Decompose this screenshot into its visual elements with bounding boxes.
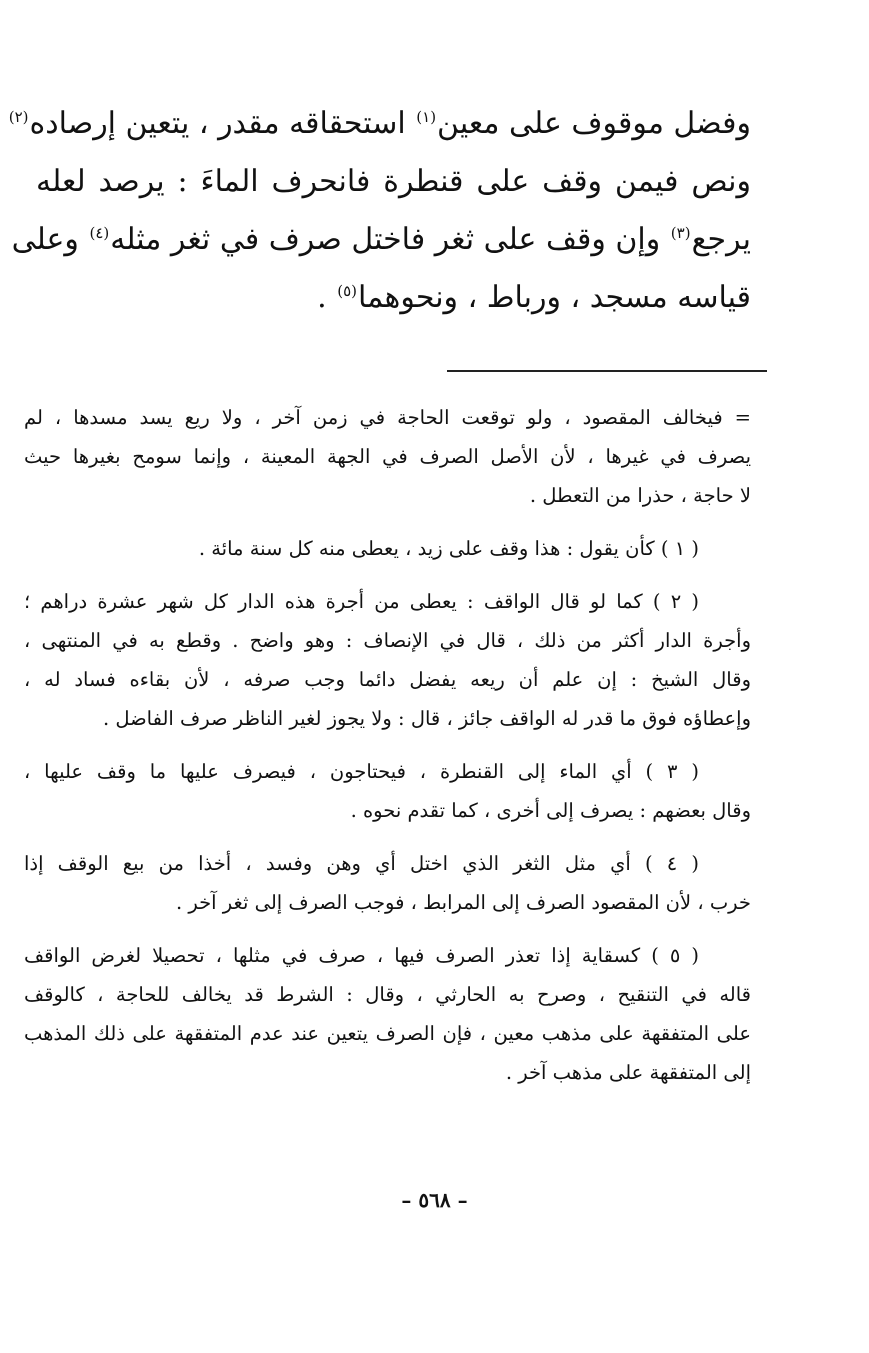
footnote-marker-4: (٤) <box>89 224 110 242</box>
footnote-marker-3: (٣) <box>670 224 691 242</box>
footnote-4 <box>24 844 751 922</box>
main-text-segment: يرجع <box>691 222 751 257</box>
footnote-line: على المتفقهة على مذهب معين ، فإن الصرف يتعين عند عدم المتفقهة على ذلك المذهب <box>24 1022 751 1045</box>
footnote-line: ( ١ ) كأن يقول : هذا وقف على زيد ، يعطى منه كل سنة مائة . <box>198 537 699 560</box>
page-number: – ٥٦٨ – <box>401 1188 468 1212</box>
footnote-marker-1: (١) <box>416 108 437 126</box>
footnote-line: خرب ، لأن المقصود الصرف إلى المرابط ، فوجب الصرف إلى ثغر آخر . <box>175 891 751 914</box>
footnote-3 <box>24 752 751 830</box>
footnote-1 <box>24 529 751 568</box>
footnote-continuation <box>24 398 751 515</box>
main-text-segment: وفضل موقوف على معين <box>437 106 751 141</box>
main-text-segment: . <box>317 280 337 315</box>
main-line-2 <box>36 153 751 211</box>
footnote-line: لا حاجة ، حذرا من التعطل . <box>529 484 751 507</box>
footnote-line: ( ٢ ) كما لو قال الواقف : يعطى من أجرة هذه الدار كل شهر عشرة دراهم ؛ <box>24 590 700 613</box>
footnote-5 <box>24 936 751 1092</box>
footnote-line: ( ٣ ) أي الماء إلى القنطرة ، فيحتاجون ، فيصرف عليها ما وقف عليها ، <box>24 760 699 783</box>
main-line-4 <box>36 269 751 327</box>
footnote-line: يصرف في غيرها ، لأن الأصل الصرف في الجهة المعينة ، وإنما سومح بغيرها حيث <box>24 445 751 468</box>
footnote-marker-2: (٢) <box>8 108 29 126</box>
main-text-segment: وعلى <box>11 222 89 257</box>
main-text-segment: وإن وقف على ثغر فاختل صرف في ثغر مثله <box>110 222 670 257</box>
footnote-line: إلى المتفقهة على مذهب آخر . <box>505 1061 751 1084</box>
main-line-3 <box>11 211 751 269</box>
main-text-segment: قياسه مسجد ، ورباط ، ونحوهما <box>358 280 751 315</box>
footnote-line: وإعطاؤه فوق ما قدر له الواقف جائز ، قال : ولا يجوز لغير الناظر صرف الفاضل . <box>102 707 751 730</box>
main-text-segment: استحقاقه مقدر ، يتعين إرصاده <box>29 106 416 141</box>
footnote-line: وأجرة الدار أكثر من ذلك ، قال في الإنصاف : وهو واضح . وقطع به في المنتهى ، <box>24 629 751 652</box>
footnote-2 <box>24 582 751 738</box>
footnote-line: وقال الشيخ : إن علم أن ريعه يفضل دائما وجب صرفه ، لأن بقاءه فساد له ، <box>24 668 751 691</box>
main-text <box>8 95 751 327</box>
footnote-line: وقال بعضهم : يصرف إلى أخرى ، كما تقدم نحوه . <box>350 799 751 822</box>
footnote-line: ( ٤ ) أي مثل الثغر الذي اختل أي وهن وفسد ، أخذا من بيع الوقف إذا <box>24 852 699 875</box>
footnotes-section <box>24 398 751 1106</box>
main-text-segment: ونص فيمن وقف على قنطرة فانحرف الماءَ : يرصد لعله <box>36 164 751 199</box>
footnote-marker-5: (٥) <box>337 282 358 300</box>
footnote-line: = فيخالف المقصود ، ولو توقعت الحاجة في زمن آخر ، ولا ريع يسد مسدها ، لم <box>24 406 751 429</box>
main-line-1 <box>8 95 751 153</box>
footnote-line: ( ٥ ) كسقاية إذا تعذر الصرف فيها ، صرف في مثلها ، تحصيلا لغرض الواقف <box>24 944 699 967</box>
footnote-line: قاله في التنقيح ، وصرح به الحارثي ، وقال : الشرط قد يخالف للحاجة ، كالوقف <box>24 983 751 1006</box>
footnote-separator-rule <box>447 370 767 372</box>
